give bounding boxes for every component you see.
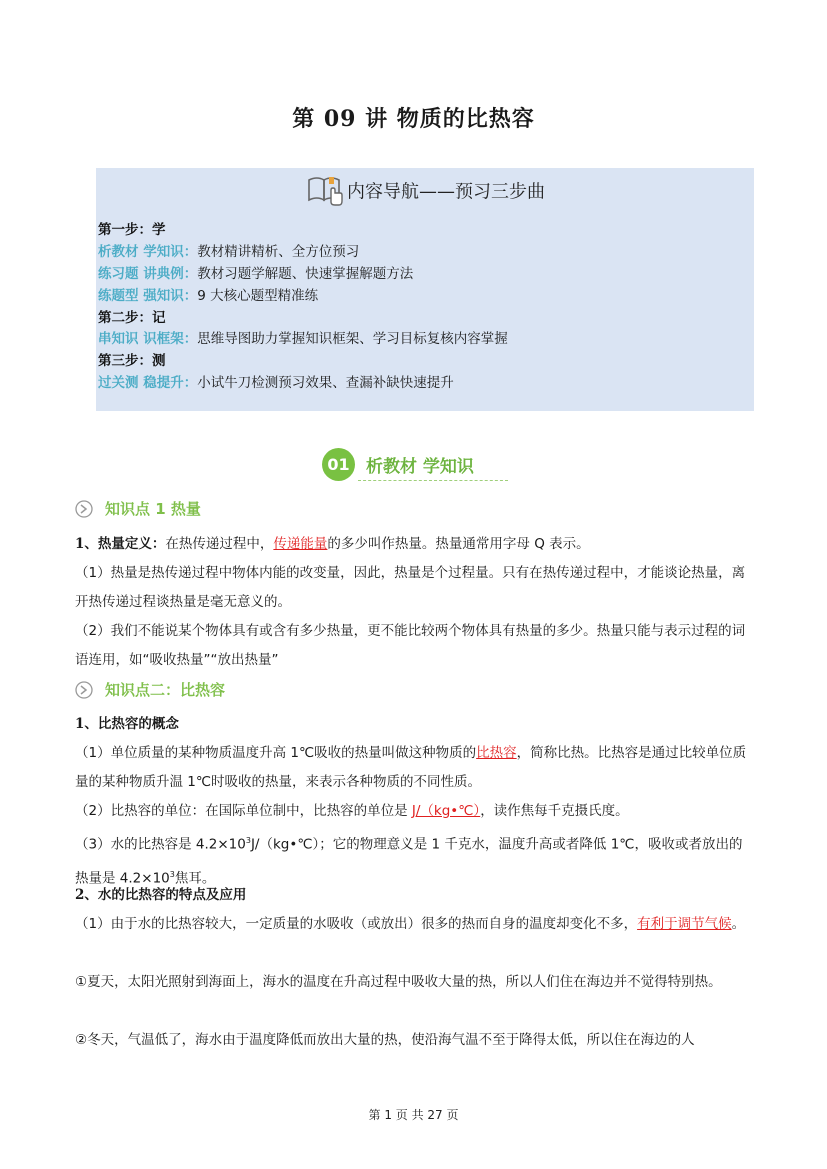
paragraph: ①夏天，太阳光照射到海面上，海水的温度在升高过程中吸收大量的热，所以人们住在海边并不觉得特别热。: [75, 974, 722, 990]
page-title: 第 09 讲 物质的比热容: [292, 106, 535, 132]
page-footer: 第 1 页 共 27 页: [368, 1108, 459, 1122]
text: 的多少叫作热量。热量通常用字母 Q 表示。: [327, 536, 590, 552]
exponent: 3: [169, 869, 175, 879]
subheading: 2、水的比热容的特点及应用: [75, 887, 247, 903]
text: 在热传递过程中，: [165, 536, 274, 552]
text: （1）单位质量的某种物质温度升高 1℃吸收的热量叫做这种物质的: [75, 745, 477, 761]
nav-row: [98, 286, 318, 306]
nav-row-text: 思维导图助力掌握知识框架、学习目标复核内容掌握: [197, 331, 508, 347]
nav-row-text: 教材精讲精析、全方位预习: [197, 244, 360, 260]
text: （3）水的比热容是 4.2×10: [75, 836, 246, 853]
nav-row-text: 教材习题学解题、快速掌握解题方法: [197, 266, 414, 282]
text: 。: [731, 916, 746, 932]
paragraph: [75, 739, 755, 797]
text: （1）由于水的比热容较大，一定质量的水吸收（或放出）很多的热而自身的温度却变化不多，: [75, 916, 638, 932]
nav-row: [98, 242, 359, 262]
nav-row-label: 过关测 稳提升：: [98, 375, 198, 391]
text: （2）比热容的单位：在国际单位制中，比热容的单位是: [75, 803, 412, 819]
nav-row: [98, 329, 508, 349]
nav-heading: [96, 174, 754, 211]
section-number: 01: [322, 448, 355, 481]
arrow-circle-icon: [75, 681, 93, 699]
section-underline: [358, 480, 508, 481]
nav-heading-text: 内容导航——预习三步曲: [347, 181, 545, 203]
text: ，简称比热。比热容是通过比较单位质量的某种物质升温 1℃时吸收的热量，来表示各种物质的不同性质。: [75, 745, 747, 790]
section-label: 析教材 学知识: [366, 457, 474, 477]
nav-row-text: 9 大核心题型精准练: [197, 288, 319, 304]
knowledge-point-label: 知识点 1 热量: [105, 500, 201, 518]
paragraph: [75, 910, 755, 939]
step-2: 第二步：记: [98, 310, 166, 326]
nav-row-label: 串知识 识框架：: [98, 331, 198, 347]
paragraph: [75, 530, 755, 559]
nav-row-label: 练习题 讲典例：: [98, 266, 198, 282]
paragraph: [75, 797, 755, 826]
text: 焦耳。: [174, 870, 216, 886]
exponent: 3: [245, 836, 251, 845]
content-navigation-box: [96, 168, 754, 411]
nav-row-text: 小试牛刀检测预习效果、查漏补缺快速提升: [197, 375, 454, 391]
nav-row: [98, 373, 454, 393]
subheading: 1、比热容的概念: [75, 716, 179, 732]
section-badge: [322, 447, 507, 483]
paragraph: （1）热量是热传递过程中物体内能的改变量，因此，热量是个过程量。只有在热传递过程中，才能谈论热量，离开热传递过程谈热量是毫无意义的。: [75, 565, 746, 610]
term-heading: 1、热量定义：: [75, 536, 166, 552]
book-pointer-icon: [305, 174, 345, 211]
highlighted-term: 有利于调节气候: [637, 916, 732, 932]
text: J/（kg•℃）；它的物理意义是 1 千克水，温度升高或者降低 1℃，吸收或者放出的热量是 4.2×10: [75, 836, 743, 886]
highlighted-term: 比热容: [476, 745, 517, 761]
step-3: 第三步：测: [98, 353, 166, 369]
paragraph: ②冬天，气温低了，海水由于温度降低而放出大量的热，使沿海气温不至于降得太低，所以住在海边的人: [75, 1032, 695, 1048]
text: ，读作焦每千克摄氏度。: [480, 803, 629, 819]
paragraph: （2）我们不能说某个物体具有或含有多少热量，更不能比较两个物体具有热量的多少。热量只能与表示过程的词语连用，如“吸收热量”“放出热量”: [75, 623, 746, 668]
nav-row-label: 析教材 学知识：: [98, 244, 198, 260]
nav-row-label: 练题型 强知识：: [98, 288, 198, 304]
step-1: 第一步：学: [98, 222, 166, 238]
nav-row: [98, 264, 413, 284]
highlighted-term: 传递能量: [273, 536, 328, 552]
arrow-circle-icon: [75, 500, 93, 518]
knowledge-point-label: 知识点二：比热容: [105, 681, 226, 699]
highlighted-term: J/（kg•℃）: [411, 803, 481, 819]
